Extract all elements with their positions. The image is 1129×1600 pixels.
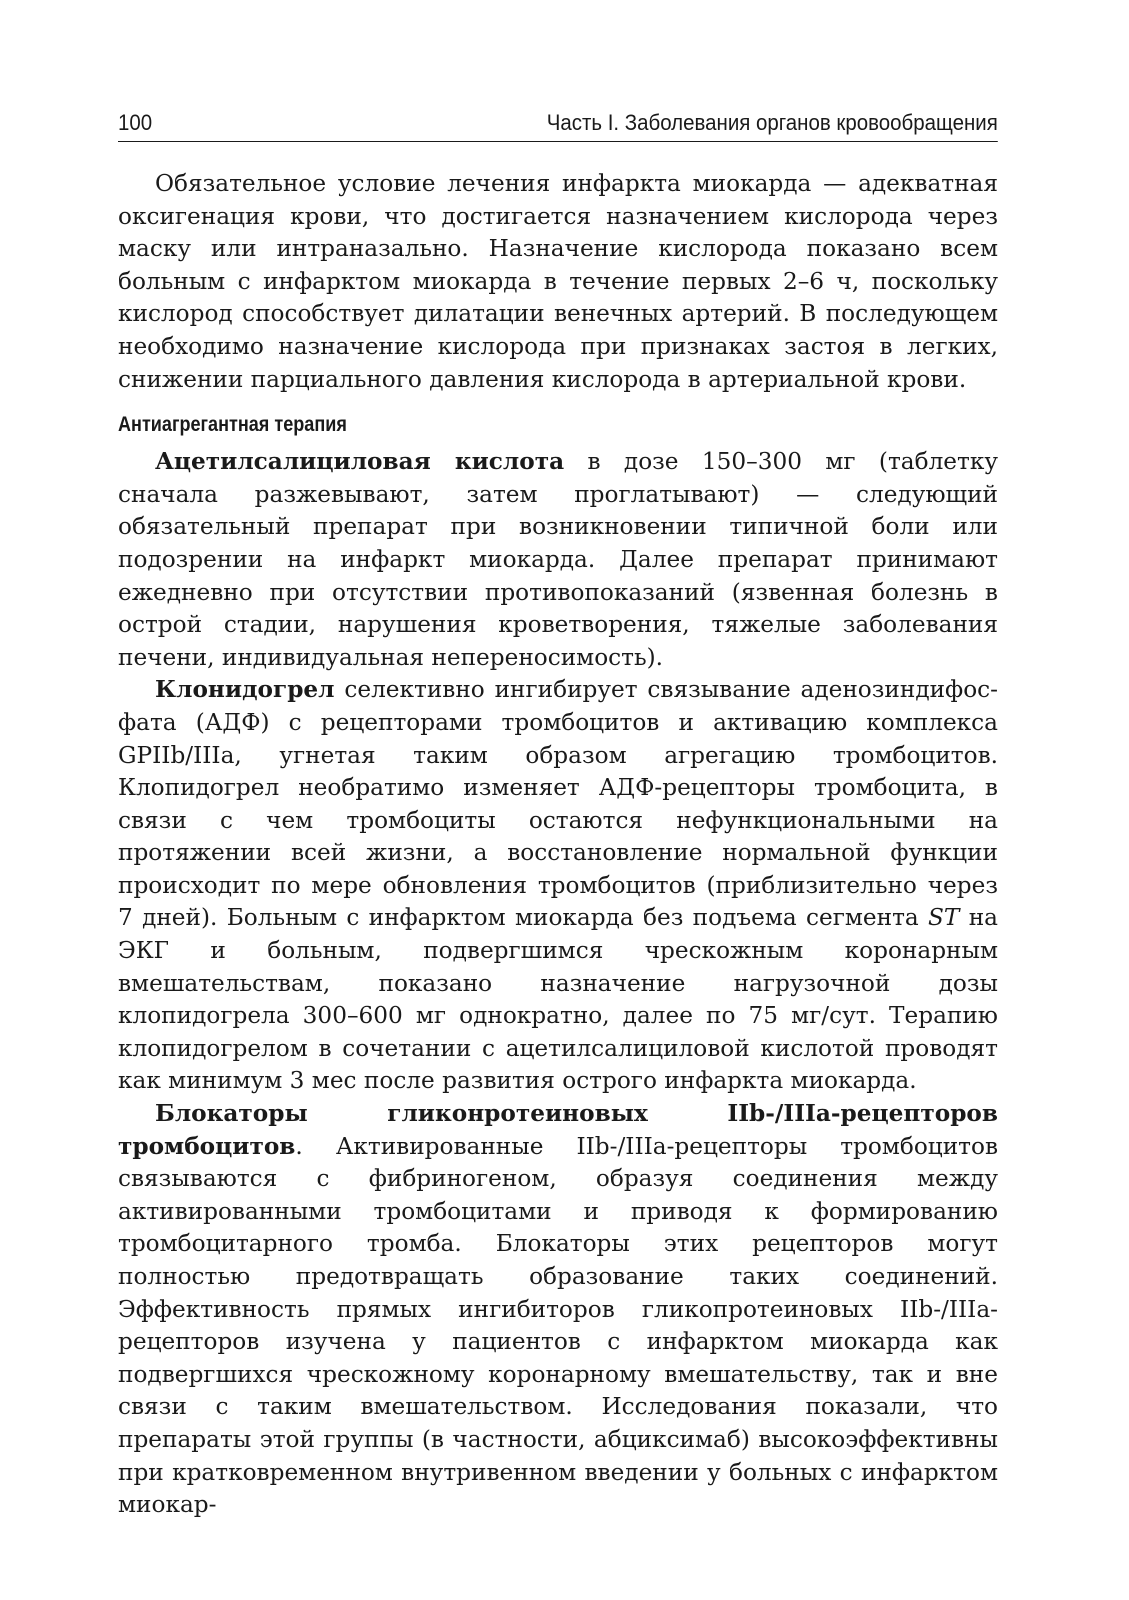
section-heading-antiplatelet: Антиагрегантная терапия <box>118 413 347 437</box>
paragraph-clopidogrel <box>118 674 998 1098</box>
paragraph-oxygen: Обязательное условие лечения инфаркта миокарда — адекватная оксигенация крови, что достигается назначением кислорода через маску или интраназально. Назначение кислорода показано всем больным с инфарктом миокарда в течение первых 2–6 ч, поскольку кислород способствует дилатации венечных артерий. В последующем необходимо назначение кислорода при признаках застоя в легких, снижении парциального давления кислорода в артериальной крови. <box>118 170 998 393</box>
st-segment-label: ST <box>928 904 960 932</box>
running-header <box>118 108 998 142</box>
term-clopidogrel: Клонидогрел <box>155 676 335 704</box>
term-blockers: Блокаторы гликонротеиновых IIb-/IIIa-рецепторов тромбоцитов <box>118 1100 998 1160</box>
book-page <box>118 108 998 1522</box>
paragraph-blockers-text: . Активированные IIb-/IIIa-рецепторы тромбоцитов связываются с фибриногеном, образуя соединения между активированными тромбоцитами и приводя к формированию тромбоцитарного тромба. Блокаторы этих рецепторов могут полностью предотвращать образование таких соединений. Эффективность прямых ингибиторов гликопротеиновых IIb-/IIIa-рецепторов изучена у пациентов с инфарктом миокарда как подвергшихся чрескожному коронарному вмешательству, так и вне связи с таким вмешательством. Исследования показали, что препараты этой группы (в частности, абциксимаб) высокоэффективны при кратковременном внутривенном введении у больных с инфарктом миокар- <box>118 1132 998 1519</box>
running-title: Часть I. Заболевания органов кровообращения <box>546 110 998 135</box>
page-number: 100 <box>118 110 153 135</box>
paragraph-aspirin-text: в дозе 150–300 мг (таблетку сначала разжевывают, затем проглатывают) — следующий обязательный препарат при возникновении типичной боли или подозрении на инфаркт миокарда. Далее препарат принимают ежедневно при отсутствии противопоказаний (язвенная болезнь в острой стадии, нарушения кроветворения, тяжелые заболевания печени, индивидуальная непереносимость). <box>118 448 998 671</box>
paragraph-aspirin <box>118 446 998 674</box>
paragraph-blockers <box>118 1098 998 1522</box>
paragraph-clopidogrel-text-2: на ЭКГ и больным, подвергшимся чрескожным коронарным вмешательствам, показано назначение нагрузочной дозы клопидогрела 300–600 мг однократно, далее по 75 мг/сут. Терапию клопидогрелом в сочетании с ацетилсалициловой кислотой проводят как минимум 3 мес после развития острого инфаркта миокарда. <box>118 904 999 1095</box>
paragraph-clopidogrel-text-1: селективно ингибирует связывание аденозиндифосфата (АДФ) с рецепторами тромбоцитов и активацию комплекса GPIIb/IIIa, угнетая таким образом агрегацию тромбоцитов. Клопидогрел необратимо изменяет АДФ-рецепторы тромбоцита, в связи с чем тромбоциты остаются нефункциональными на протяжении всей жизни, а восстановление нормальной функции происходит по мере обновления тромбоцитов (приблизительно через 7 дней). Больным с инфарктом миокарда без подъема сегмента <box>118 676 998 932</box>
body-text <box>118 168 998 1522</box>
term-aspirin: Ацетилсалициловая кислота <box>155 448 565 476</box>
